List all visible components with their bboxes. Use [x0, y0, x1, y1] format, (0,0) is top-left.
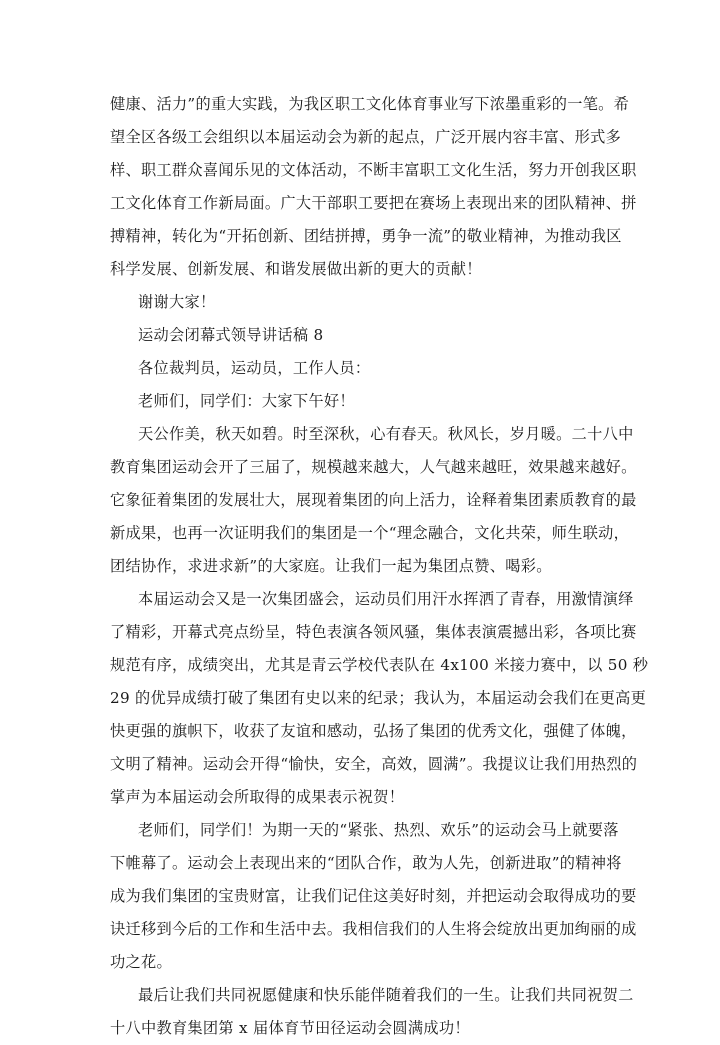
- text-line: 快更强的旗帜下，收获了友谊和感动，弘扬了集团的优秀文化，强健了体魄，: [110, 722, 637, 740]
- text-line: 教育集团运动会开了三届了，规模越来越大，人气越来越旺，效果越来越好。: [110, 458, 637, 476]
- text-line: 29 的优异成绩打破了集团有史以来的纪录；我认为，本届运动会我们在更高更: [110, 689, 647, 707]
- text-line: 规范有序，成绩突出，尤其是青云学校代表队在 4x100 米接力赛中，以 50 秒: [110, 656, 649, 674]
- text-line: 样、职工群众喜闻乐见的文体活动，不断丰富职工文化生活，努力开创我区职: [110, 161, 637, 179]
- text-line: 本届运动会又是一次集团盛会，运动员们用汗水挥洒了青春，用激情演绎: [138, 590, 634, 608]
- text-line: 功之花。: [110, 953, 172, 971]
- salutation-officials: 各位裁判员，运动员，工作人员：: [138, 359, 371, 377]
- text-line: 工文化体育工作新局面。广大干部职工要把在赛场上表现出来的团队精神、拼: [110, 194, 637, 212]
- text-line: 最后让我们共同祝愿健康和快乐能伴随着我们的一生。让我们共同祝贺二: [138, 986, 634, 1004]
- text-line: 天公作美，秋天如碧。时至深秋，心有春天。秋风长，岁月暖。二十八中: [138, 425, 634, 443]
- text-line: 诀迁移到今后的工作和生活中去。我相信我们的人生将会绽放出更加绚丽的成: [110, 920, 637, 938]
- text-line: 十八中教育集团第 x 届体育节田径运动会圆满成功！: [110, 1019, 470, 1037]
- text-line: 新成果，也再一次证明我们的集团是一个“理念融合，文化共荣，师生联动，: [110, 524, 630, 542]
- paragraph-closing-remarks: [110, 88, 637, 286]
- thanks-line: 谢谢大家！: [138, 293, 216, 311]
- text-line: 下帷幕了。运动会上表现出来的“团队合作，敢为人先，创新进取”的精神将: [110, 854, 622, 872]
- text-line: 科学发展、创新发展、和谐发展做出新的更大的贡献！: [110, 260, 482, 278]
- text-line: 成为我们集团的宝贵财富，让我们记住这美好时刻，并把运动会取得成功的要: [110, 887, 637, 905]
- paragraph-closing-spirit: [110, 814, 637, 979]
- paragraph-autumn-intro: [110, 418, 637, 583]
- document-page: [110, 88, 649, 1045]
- text-line: 了精彩，开幕式亮点纷呈，特色表演各领风骚，集体表演震撼出彩，各项比赛: [110, 623, 637, 641]
- salutation-teachers-students: 老师们，同学们：大家下午好！: [138, 392, 355, 410]
- text-line: 望全区各级工会组织以本届运动会为新的起点，广泛开展内容丰富、形式多: [110, 128, 622, 146]
- section-title: 运动会闭幕式领导讲话稿 8: [138, 326, 324, 344]
- text-line: 它象征着集团的发展壮大，展现着集团的向上活力，诠释着集团素质教育的最: [110, 491, 637, 509]
- paragraph-final-wishes: [110, 979, 634, 1045]
- text-line: 搏精神，转化为“开拓创新、团结拼搏，勇争一流”的敬业精神，为推动我区: [110, 227, 622, 245]
- text-line: 健康、活力”的重大实践，为我区职工文化体育事业写下浓墨重彩的一笔。希: [110, 95, 630, 113]
- text-line: 掌声为本届运动会所取得的成果表示祝贺！: [110, 788, 405, 806]
- text-line: 文明了精神。运动会开得“愉快，安全，高效，圆满”。我提议让我们用热烈的: [110, 755, 638, 773]
- paragraph-games-review: [110, 583, 649, 814]
- text-line: 团结协作，求进求新”的大家庭。让我们一起为集团点赞、喝彩。: [110, 557, 552, 575]
- text-line: 老师们，同学们！为期一天的“紧张、热烈、欢乐”的运动会马上就要落: [138, 821, 619, 839]
